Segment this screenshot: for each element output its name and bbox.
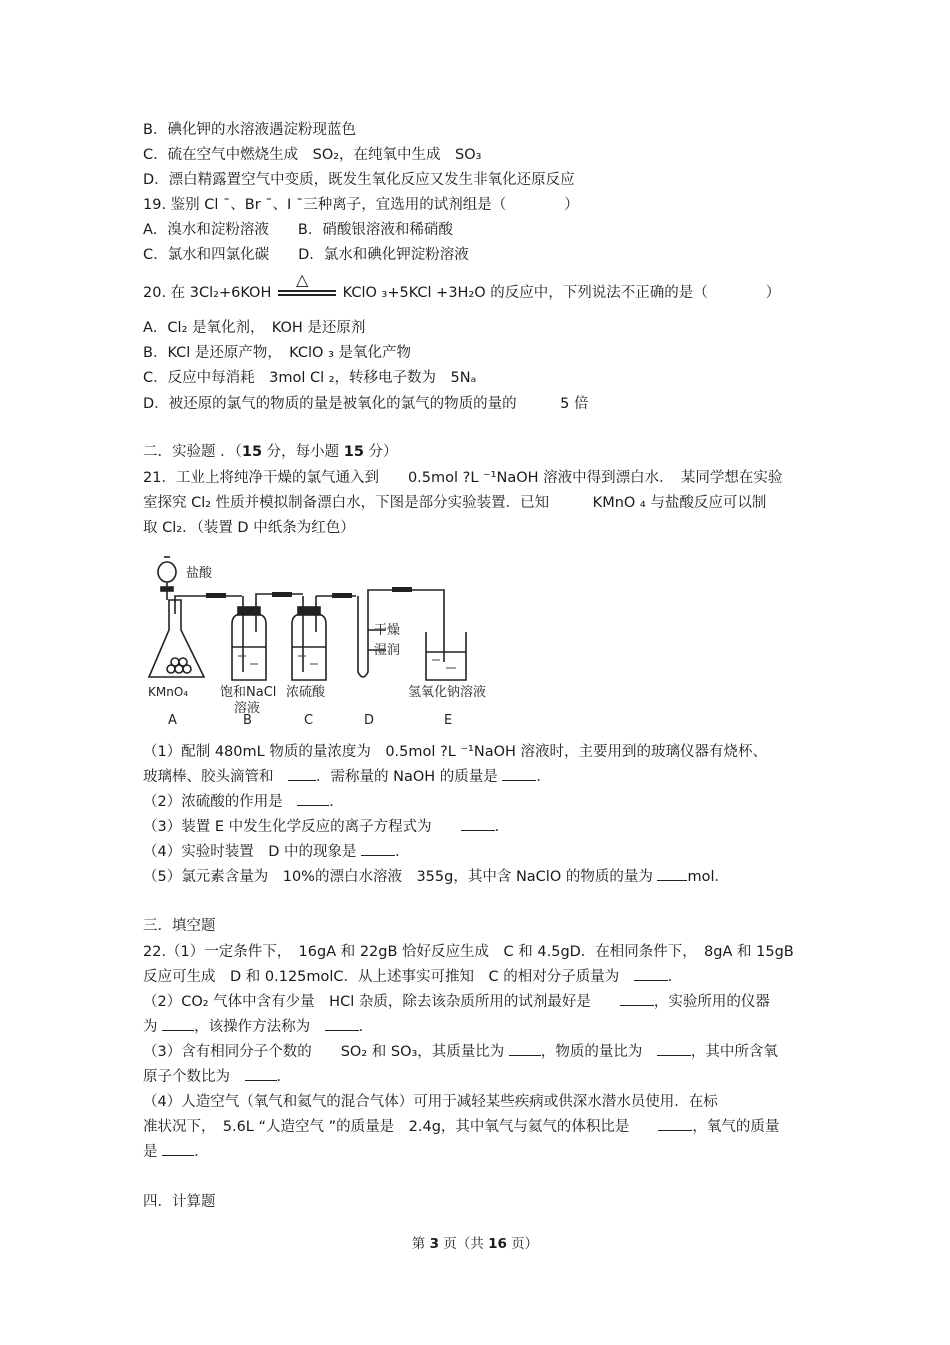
answer-blank[interactable]: [461, 818, 495, 831]
section-4-heading: 四．计算题: [143, 1194, 216, 1210]
label-A: A: [168, 713, 177, 728]
answer-blank[interactable]: [657, 1043, 691, 1056]
answer-blank[interactable]: [162, 1018, 194, 1031]
question-22-line-3: （2）CO₂ 气体中含有少量 HCl 杂质，除去该杂质所用的试剂最好是 ，实验所用的仪器: [143, 994, 770, 1010]
question-22-line-5: （3）含有相同分子个数的 SO₂ 和 SO₃，其质量比为 ，物质的量比为 ，其中所含氧: [143, 1044, 778, 1060]
reaction-arrow: [276, 270, 338, 301]
question-20: [143, 270, 781, 303]
answer-blank[interactable]: [325, 1018, 359, 1031]
question-21-line-1: 21．工业上将纯净干燥的氯气通入到 0.5mol ?L ⁻¹NaOH 溶液中得到漂白水． 某同学想在实验: [143, 470, 783, 486]
label-D: D: [364, 713, 375, 728]
answer-blank[interactable]: [620, 993, 654, 1006]
question-21-sub-4: （4）实验时装置 D 中的现象是 ．: [143, 844, 410, 860]
label-solution: 溶液: [234, 701, 261, 716]
options-19-ab: A．溴水和淀粉溶液 B．硝酸银溶液和稀硝酸: [143, 222, 453, 238]
answer-blank[interactable]: [162, 1143, 194, 1156]
label-sat-nacl: 饱和NaCl: [220, 685, 277, 700]
question-21-sub-5: （5）氯元素含量为 10%的漂白水溶液 355g，其中含 NaClO 的物质的量为 mol．: [143, 869, 729, 885]
question-22-line-6: 原子个数比为 ．: [143, 1069, 291, 1085]
answer-blank[interactable]: [502, 768, 536, 781]
option-18b: B．碘化钾的水溶液遇淀粉现蓝色: [143, 122, 356, 138]
answer-blank[interactable]: [361, 843, 395, 856]
label-C: C: [304, 713, 314, 728]
option-20d: D．被还原的氯气的物质的量是被氧化的氯气的物质的量的 5 倍: [143, 396, 589, 412]
options-19-cd: C．氯水和四氯化碳 D．氯水和碘化钾淀粉溶液: [143, 247, 469, 263]
question-22-line-8: 准状况下， 5.6L “人造空气 ”的质量是 2.4g，其中氧气与氦气的体积比是 ，氧气的质量: [143, 1119, 780, 1135]
question-22-line-9: 是 ．: [143, 1144, 209, 1160]
section-3-heading: 三．填空题: [143, 918, 216, 934]
option-20b: B．KCl 是还原产物， KClO ₃ 是氧化产物: [143, 345, 411, 361]
question-19: 19. 鉴别 Cl ˉ、Br ˉ、I ˉ三种离子，宜选用的试剂组是（ ）: [143, 197, 579, 213]
question-22-line-7: （4）人造空气（氧气和氦气的混合气体）可用于减轻某些疾病或供深水潜水员使用．在标: [143, 1094, 718, 1110]
label-kmno4: KMnO₄: [148, 685, 189, 699]
question-21-sub-1a: （1）配制 480mL 物质的量浓度为 0.5mol ?L ⁻¹NaOH 溶液时，主要用到的玻璃仪器有烧杯、: [143, 744, 768, 760]
answer-blank[interactable]: [657, 868, 687, 881]
question-21-sub-1b: 玻璃棒、胶头滴管和 ．需称量的 NaOH 的质量是 ．: [143, 769, 551, 785]
question-22-line-4: 为 ，该操作方法称为 ．: [143, 1019, 374, 1035]
label-dry: 干燥: [374, 623, 401, 638]
page-footer: 第 3 页（共 16 页）: [411, 1236, 539, 1252]
option-20a: A．Cl₂ 是氧化剂， KOH 是还原剂: [143, 320, 366, 336]
option-18c: C．硫在空气中燃烧生成 SO₂，在纯氧中生成 SO₃: [143, 147, 482, 163]
answer-blank[interactable]: [658, 1118, 692, 1131]
section-2-heading: 二．实验题 ．（15 分，每小题 15 分）: [143, 444, 398, 460]
question-21-line-3: 取 Cl₂．（装置 D 中纸条为红色）: [143, 520, 355, 536]
question-21-line-2: 室探究 Cl₂ 性质并模拟制备漂白水，下图是部分实验装置．已知 KMnO ₄ 与盐酸反应可以制: [143, 495, 767, 511]
answer-blank[interactable]: [509, 1043, 541, 1056]
question-20-lhs: 20. 在 3Cl₂+6KOH: [143, 285, 272, 301]
question-21-sub-2: （2）浓硫酸的作用是 ．: [143, 794, 344, 810]
label-E: E: [444, 713, 453, 728]
apparatus-figure: [146, 552, 526, 732]
answer-blank[interactable]: [634, 968, 668, 981]
label-wet: 湿润: [374, 643, 401, 658]
label-conc-h2so4: 浓硫酸: [286, 685, 326, 700]
label-B: B: [243, 713, 252, 728]
question-22-line-2: 反应可生成 D 和 0.125molC．从上述事实可推知 C 的相对分子质量为 ．: [143, 969, 683, 985]
option-20c: C．反应中每消耗 3mol Cl ₂，转移电子数为 5Nₐ: [143, 370, 477, 386]
question-22-line-1: 22.（1）一定条件下， 16gA 和 22gB 恰好反应生成 C 和 4.5gD．在相同条件下， 8gA 和 15gB: [143, 944, 794, 960]
answer-blank[interactable]: [297, 793, 329, 806]
question-21-sub-3: （3）装置 E 中发生化学反应的离子方程式为 ．: [143, 819, 510, 835]
heat-symbol: △: [296, 270, 309, 289]
answer-blank[interactable]: [245, 1068, 277, 1081]
label-naoh-solution: 氢氧化钠溶液: [408, 685, 487, 700]
question-20-rhs: KClO ₃+5KCl +3H₂O 的反应中，下列说法不正确的是（ ）: [342, 285, 781, 301]
answer-blank[interactable]: [288, 768, 316, 781]
option-18d: D．漂白精露置空气中变质，既发生氧化反应又发生非氧化还原反应: [143, 172, 575, 188]
label-hcl: 盐酸: [186, 566, 213, 581]
